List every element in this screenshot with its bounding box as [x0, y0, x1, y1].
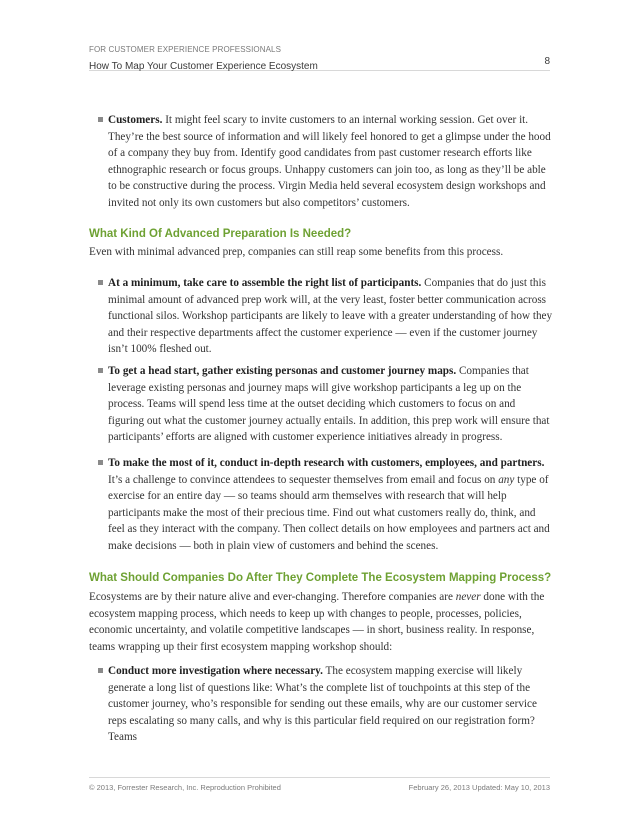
bullet-lead: Customers.	[108, 114, 163, 126]
doc-title: How To Map Your Customer Experience Ecosystem	[89, 61, 318, 72]
audience-label: FOR CUSTOMER EXPERIENCE PROFESSIONALS	[89, 45, 282, 54]
bullet-emphasis: any	[498, 473, 515, 486]
bullet-marker	[98, 668, 103, 673]
bullet-text	[108, 112, 553, 212]
bullet-investigation	[98, 663, 553, 746]
intro-emphasis: never	[455, 591, 481, 603]
bullet-text	[108, 663, 553, 746]
bullet-marker	[98, 368, 103, 373]
intro-part-1: Ecosystems are by their nature alive and ever-changing. Therefore companies are	[89, 591, 456, 603]
page-number: 8	[544, 56, 550, 67]
bullet-lead: At a minimum, take care to assemble the right list of participants.	[108, 277, 422, 289]
bullet-body-cont: type of exercise for an entire day — so teams should arm themselves with research that will help participants make the most of their precious time. Find out what customers really do, think, and feel as they interact with the company. Then collect details on how employees and partners act and make decisions — both in plain view of customers and behind the scenes.	[108, 473, 550, 552]
bullet-text	[108, 363, 553, 446]
bullet-marker	[98, 280, 103, 285]
page-footer	[89, 777, 550, 792]
bullet-body: It might feel scary to invite customers to an internal working session. Get over it. They’re the best source of information and will likely feel honored to get a glimpse under the hood of a company they buy from. Identify good candidates from past customer research efforts like ethnographic research or focus groups. Unhappy customers can join too, as long as they’ll be able to be constructive during the process. Virgin Media held several ecosystem design workshops and invited not only its own customers but also competitors’ customers.	[108, 114, 551, 209]
bullet-minimum	[98, 275, 553, 358]
title-row	[89, 56, 550, 71]
bullet-marker	[98, 460, 103, 465]
bullet-body: The ecosystem mapping exercise will likely generate a long list of questions like: What’s the complete list of touchpoints at this step of the customer journey, who’s responsible for sending out these emails, why are our customer service reps escalating so many calls, and why is this particular field required on our registration form? Teams	[108, 665, 537, 744]
bullet-body: Companies that do just this minimal amount of advanced prep work will, at the very least, foster better communication across functional silos. Workshop participants are likely to leave with a greater understanding of how they and their respective departments affect the customer experience — even if the customer journey isn’t 100% fleshed out.	[108, 277, 553, 356]
page-header	[89, 45, 550, 71]
section-heading-after-mapping: What Should Companies Do After They Complete The Ecosystem Mapping Process?	[89, 572, 552, 584]
section-heading-preparation: What Kind Of Advanced Preparation Is Needed?	[89, 228, 352, 240]
bullet-lead: To get a head start, gather existing personas and customer journey maps.	[108, 365, 457, 377]
copyright-text: © 2013, Forrester Research, Inc. Reproduction Prohibited	[89, 783, 281, 792]
bullet-lead: To make the most of it, conduct in-depth research with customers, employees, and partners.	[108, 457, 545, 469]
bullet-text	[108, 275, 553, 358]
bullet-head-start	[98, 363, 553, 446]
bullet-customers	[98, 112, 553, 212]
bullet-research	[98, 455, 553, 555]
section-intro-after-mapping	[89, 589, 551, 655]
publication-dates: February 26, 2013 Updated: May 10, 2013	[408, 783, 550, 792]
bullet-text	[108, 455, 553, 555]
bullet-lead: Conduct more investigation where necessary.	[108, 665, 323, 677]
bullet-marker	[98, 117, 103, 122]
section-intro-preparation: Even with minimal advanced prep, companies can still reap some benefits from this process.	[89, 246, 504, 258]
intro-part-2: done with the ecosystem mapping process, which needs to keep up with changes to people, processes, policies, economic uncertainty, and volatile competitive landscapes — in short, business reality. In response, teams wrapping up their first ecosystem mapping workshop should:	[89, 591, 545, 653]
bullet-body: It’s a challenge to convince attendees to sequester themselves from email and focus on	[108, 473, 499, 486]
bullet-body: Companies that leverage existing personas and journey maps will give workshop participants a leg up on the process. Teams will spend less time at the outset deciding which customers to focus on and figuring out what the customer journey actually entails. In addition, this prep work will ensure that participants’ efforts are aligned with customer experience initiatives already in progress.	[108, 365, 550, 444]
